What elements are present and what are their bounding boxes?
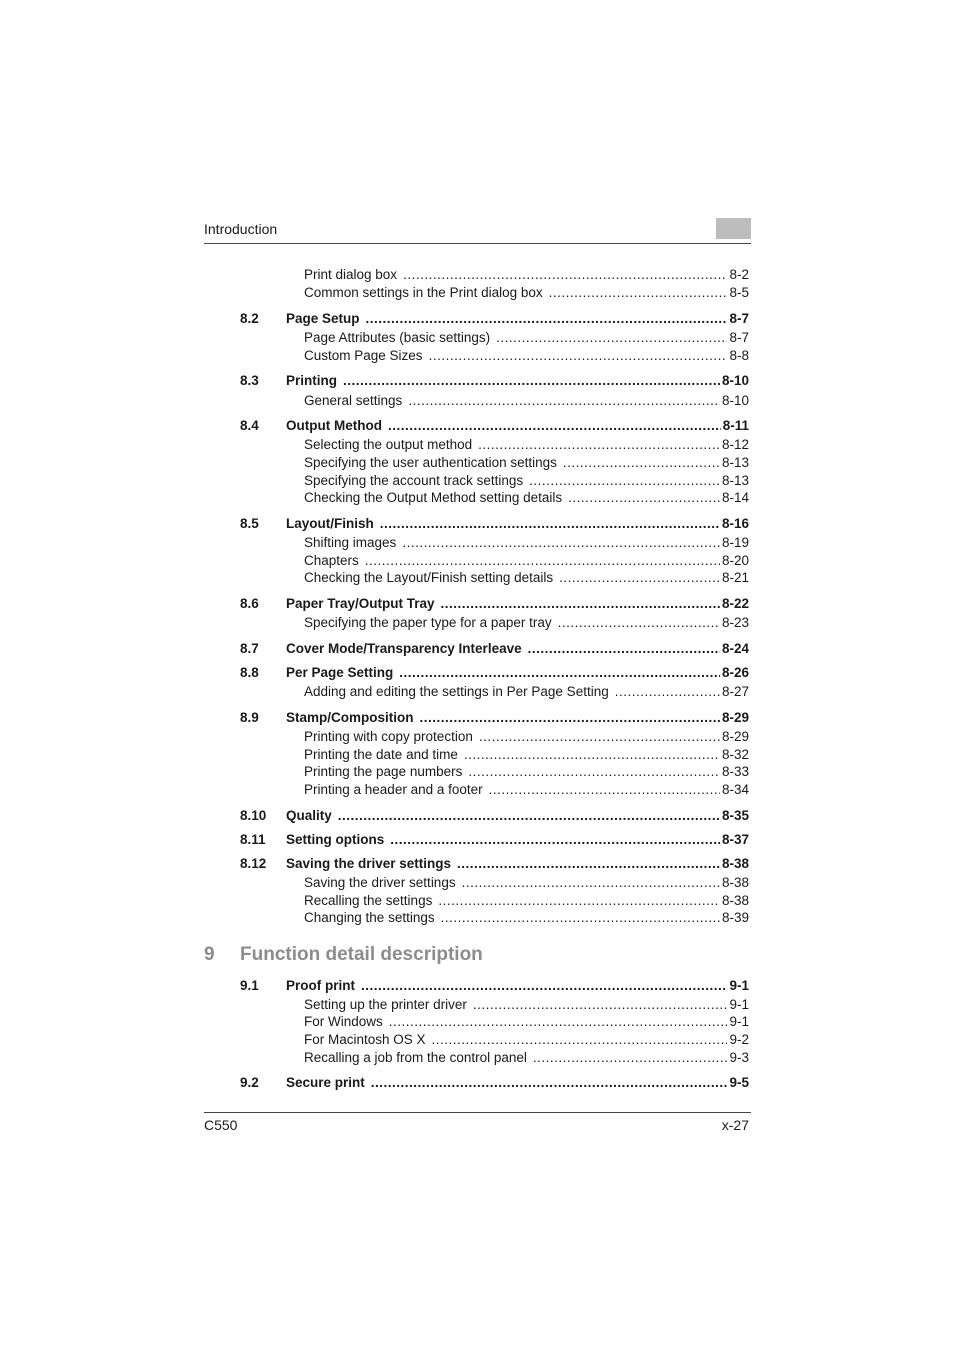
toc-entry-page: 8-20 [721, 553, 749, 568]
toc-entry[interactable] [0, 710, 954, 728]
toc-entry-page: 8-26 [721, 665, 749, 680]
toc-entry[interactable] [0, 490, 954, 508]
footer-model: C550 [204, 1117, 238, 1133]
toc-entry-line [304, 1050, 749, 1065]
page-footer [204, 1112, 751, 1137]
toc-entry-number: 8.4 [240, 418, 259, 433]
toc-entry-page: 9-3 [729, 1050, 749, 1065]
toc-entry[interactable] [0, 285, 954, 303]
toc-leader-dots [365, 553, 720, 568]
toc-entry-line [304, 267, 749, 282]
toc-entry-number: 8.5 [240, 516, 259, 531]
toc-leader-dots [403, 267, 727, 282]
toc-entry-title: For Windows [304, 1014, 383, 1029]
header-tab-marker [716, 218, 751, 239]
toc-entry-page: 8-38 [721, 856, 749, 871]
toc-entry-title: Custom Page Sizes [304, 348, 423, 363]
toc-entry-line [286, 665, 749, 680]
toc-entry[interactable] [0, 311, 954, 329]
toc-entry[interactable] [0, 393, 954, 411]
toc-entry-page: 8-32 [721, 747, 749, 762]
toc-entry[interactable] [0, 437, 954, 455]
toc-entry-page: 9-5 [729, 1075, 749, 1090]
toc-entry-line [304, 490, 749, 505]
toc-entry-number: 8.10 [240, 808, 267, 823]
toc-entry-page: 8-22 [721, 596, 749, 611]
toc-entry-page: 8-2 [729, 267, 749, 282]
toc-entry[interactable] [0, 373, 954, 391]
toc-entry-page: 8-24 [721, 641, 749, 656]
toc-entry-page: 8-37 [721, 832, 749, 847]
toc-entry-line [304, 1014, 749, 1029]
toc-entry-line [304, 393, 749, 408]
toc-entry-line [304, 330, 749, 345]
toc-entry-page: 8-7 [729, 330, 749, 345]
toc-entry-page: 8-34 [721, 782, 749, 797]
toc-entry-title: Per Page Setting [286, 665, 394, 680]
toc-entry-title: Proof print [286, 978, 355, 993]
toc-entry-page: 9-1 [729, 978, 749, 993]
toc-leader-dots [420, 710, 720, 725]
toc-entry-number: 9.1 [240, 978, 259, 993]
toc-leader-dots [473, 997, 728, 1012]
toc-entry-title: Saving the driver settings [304, 875, 456, 890]
toc-entry-title: Output Method [286, 418, 382, 433]
chapter-title: Function detail description [240, 944, 483, 965]
toc-leader-dots [533, 1050, 728, 1065]
toc-entry-line [304, 348, 749, 363]
toc-entry-line [304, 875, 749, 890]
toc-leader-dots [343, 373, 720, 388]
toc-leader-dots [464, 747, 720, 762]
toc-entry-page: 8-33 [721, 764, 749, 779]
toc-entry-title: Shifting images [304, 535, 397, 550]
toc-entry[interactable] [0, 1050, 954, 1068]
toc-entry-title: Printing with copy protection [304, 729, 473, 744]
toc-entry-title: Common settings in the Print dialog box [304, 285, 543, 300]
toc-entry[interactable] [0, 473, 954, 491]
toc-entry-page: 8-12 [721, 437, 749, 452]
toc-entry-number: 8.3 [240, 373, 259, 388]
toc-entry-line [304, 285, 749, 300]
toc-entry-title: Page Attributes (basic settings) [304, 330, 491, 345]
toc-entry-line [304, 997, 749, 1012]
toc-entry[interactable] [0, 348, 954, 366]
toc-leader-dots [478, 437, 720, 452]
chapter-heading [204, 944, 483, 966]
toc-entry[interactable] [0, 641, 954, 659]
toc-entry-page: 8-27 [721, 684, 749, 699]
toc-entry-title: Checking the Layout/Finish setting details [304, 570, 554, 585]
toc-entry-line [304, 553, 749, 568]
toc-leader-dots [528, 641, 720, 656]
toc-entry-line [286, 710, 749, 725]
toc-entry-title: Specifying the paper type for a paper tray [304, 615, 552, 630]
toc-entry-line [286, 856, 749, 871]
toc-entry-page: 9-1 [729, 997, 749, 1012]
chapter-number: 9 [204, 944, 215, 965]
toc-entry[interactable] [0, 553, 954, 571]
toc-leader-dots [479, 729, 720, 744]
toc-entry-page: 8-29 [721, 729, 749, 744]
toc-entry-title: Stamp/Composition [286, 710, 414, 725]
header-title: Introduction [204, 221, 278, 237]
toc-entry-page: 8-38 [721, 893, 749, 908]
toc-entry[interactable] [0, 910, 954, 928]
toc-entry[interactable] [0, 808, 954, 826]
toc-entry-number: 8.11 [240, 832, 266, 847]
toc-entry-line [304, 782, 749, 797]
toc-entry[interactable] [0, 856, 954, 874]
toc-entry[interactable] [0, 596, 954, 614]
toc-entry-title: Quality [286, 808, 332, 823]
toc-leader-dots [402, 535, 720, 550]
toc-entry-line [286, 641, 749, 656]
toc-entry-line [286, 808, 749, 823]
toc-entry-page: 8-7 [729, 311, 749, 326]
toc-entry-number: 9.2 [240, 1075, 259, 1090]
toc-entry-line [286, 832, 749, 847]
toc-entry-line [304, 473, 749, 488]
toc-entry-title: Printing the date and time [304, 747, 458, 762]
toc-entry-number: 8.2 [240, 311, 259, 326]
toc-entry[interactable] [0, 832, 954, 850]
toc-entry-title: Printing [286, 373, 337, 388]
toc-entry[interactable] [0, 418, 954, 436]
toc-entry[interactable] [0, 764, 954, 782]
toc-leader-dots [549, 285, 728, 300]
toc-entry-line [304, 764, 749, 779]
toc-entry-line [304, 729, 749, 744]
toc-leader-dots [462, 875, 720, 890]
toc-entry-page: 8-19 [721, 535, 749, 550]
toc-entry-page: 8-5 [729, 285, 749, 300]
toc-entry-title: Printing the page numbers [304, 764, 463, 779]
toc-entry-number: 8.9 [240, 710, 259, 725]
toc-leader-dots [388, 418, 721, 433]
toc-entry[interactable] [0, 684, 954, 702]
toc-entry-page: 8-38 [721, 875, 749, 890]
toc-entry-page: 8-39 [721, 910, 749, 925]
toc-entry[interactable] [0, 535, 954, 553]
toc-entry[interactable] [0, 1014, 954, 1032]
toc-entry-line [304, 455, 749, 470]
toc-entry-page: 8-14 [721, 490, 749, 505]
toc-entry-page: 8-10 [721, 373, 749, 388]
toc-entry-title: Printing a header and a footer [304, 782, 483, 797]
toc-entry[interactable] [0, 267, 954, 285]
toc-entry-line [286, 311, 749, 326]
toc-entry-page: 8-13 [721, 455, 749, 470]
toc-entry-line [286, 596, 749, 611]
toc-entry-number: 8.12 [240, 856, 267, 871]
footer-page-number: x-27 [721, 1117, 749, 1133]
toc-entry-title: Paper Tray/Output Tray [286, 596, 435, 611]
toc-entry-title: Saving the driver settings [286, 856, 452, 871]
toc-leader-dots [371, 1075, 728, 1090]
toc-entry-line [286, 373, 749, 388]
toc-entry-page: 8-11 [722, 418, 749, 433]
toc-entry[interactable] [0, 1075, 954, 1093]
toc-entry-line [304, 684, 749, 699]
toc-leader-dots [389, 1014, 728, 1029]
toc-leader-dots [559, 570, 720, 585]
toc-entry-page: 9-2 [729, 1032, 749, 1047]
toc-entry-number: 8.7 [240, 641, 259, 656]
toc-entry[interactable] [0, 330, 954, 348]
toc-entry-line [286, 516, 749, 531]
toc-entry-page: 8-21 [721, 570, 749, 585]
toc-leader-dots [558, 615, 720, 630]
toc-entry[interactable] [0, 615, 954, 633]
toc-entry-page: 8-13 [721, 473, 749, 488]
toc-entry[interactable] [0, 997, 954, 1015]
toc-leader-dots [568, 490, 720, 505]
toc-entry-title: Print dialog box [304, 267, 398, 282]
toc-leader-dots [457, 856, 720, 871]
toc-entry-line [286, 978, 749, 993]
toc-leader-dots [489, 782, 720, 797]
toc-leader-dots [432, 1032, 728, 1047]
toc-leader-dots [468, 764, 720, 779]
toc-entry-line [304, 910, 749, 925]
toc-leader-dots [529, 473, 720, 488]
toc-entry-line [304, 893, 749, 908]
toc-entry-title: Setting options [286, 832, 385, 847]
toc-entry-line [286, 1075, 749, 1090]
toc-entry-line [304, 615, 749, 630]
toc-entry[interactable] [0, 729, 954, 747]
toc-entry-title: Specifying the user authentication settings [304, 455, 557, 470]
toc-leader-dots [338, 808, 720, 823]
toc-leader-dots [361, 978, 727, 993]
toc-entry-title: Setting up the printer driver [304, 997, 467, 1012]
toc-entry[interactable] [0, 665, 954, 683]
toc-entry-page: 8-23 [721, 615, 749, 630]
toc-entry-title: Layout/Finish [286, 516, 374, 531]
toc-entry[interactable] [0, 893, 954, 911]
toc-leader-dots [380, 516, 720, 531]
toc-entry-page: 8-29 [721, 710, 749, 725]
toc-entry-number: 8.6 [240, 596, 259, 611]
toc-leader-dots [429, 348, 728, 363]
toc-entry-line [286, 418, 749, 433]
toc-entry[interactable] [0, 570, 954, 588]
toc-entry-title: Adding and editing the settings in Per Page Setting [304, 684, 609, 699]
toc-leader-dots [366, 311, 728, 326]
toc-leader-dots [496, 330, 727, 345]
toc-entry-number: 8.8 [240, 665, 259, 680]
toc-entry-title: Chapters [304, 553, 359, 568]
toc-entry[interactable] [0, 747, 954, 765]
toc-entry[interactable] [0, 516, 954, 534]
toc-leader-dots [390, 832, 720, 847]
toc-leader-dots [438, 893, 720, 908]
toc-leader-dots [408, 393, 720, 408]
toc-entry-line [304, 1032, 749, 1047]
toc-entry[interactable] [0, 978, 954, 996]
toc-leader-dots [441, 910, 720, 925]
toc-entry-line [304, 747, 749, 762]
toc-entry-title: Specifying the account track settings [304, 473, 524, 488]
toc-entry[interactable] [0, 875, 954, 893]
toc-entry-title: Selecting the output method [304, 437, 473, 452]
toc-entry-page: 8-10 [721, 393, 749, 408]
toc-leader-dots [615, 684, 720, 699]
toc-entry-line [304, 535, 749, 550]
toc-entry-page: 8-35 [721, 808, 749, 823]
toc-entry[interactable] [0, 455, 954, 473]
toc-leader-dots [441, 596, 720, 611]
toc-entry-title: Cover Mode/Transparency Interleave [286, 641, 522, 656]
toc-entry-page: 8-8 [729, 348, 749, 363]
toc-entry-title: Checking the Output Method setting details [304, 490, 563, 505]
toc-entry-page: 8-16 [721, 516, 749, 531]
toc-entry-line [304, 437, 749, 452]
toc-leader-dots [399, 665, 720, 680]
toc-leader-dots [563, 455, 720, 470]
toc-entry[interactable] [0, 1032, 954, 1050]
toc-entry[interactable] [0, 782, 954, 800]
toc-entry-title: General settings [304, 393, 403, 408]
toc-entry-line [304, 570, 749, 585]
page-header [204, 218, 751, 244]
toc-entry-title: Secure print [286, 1075, 365, 1090]
toc-entry-title: For Macintosh OS X [304, 1032, 426, 1047]
toc-entry-title: Recalling the settings [304, 893, 433, 908]
toc-entry-title: Changing the settings [304, 910, 435, 925]
toc-entry-page: 9-1 [729, 1014, 749, 1029]
toc-entry-title: Recalling a job from the control panel [304, 1050, 527, 1065]
toc-entry-title: Page Setup [286, 311, 360, 326]
